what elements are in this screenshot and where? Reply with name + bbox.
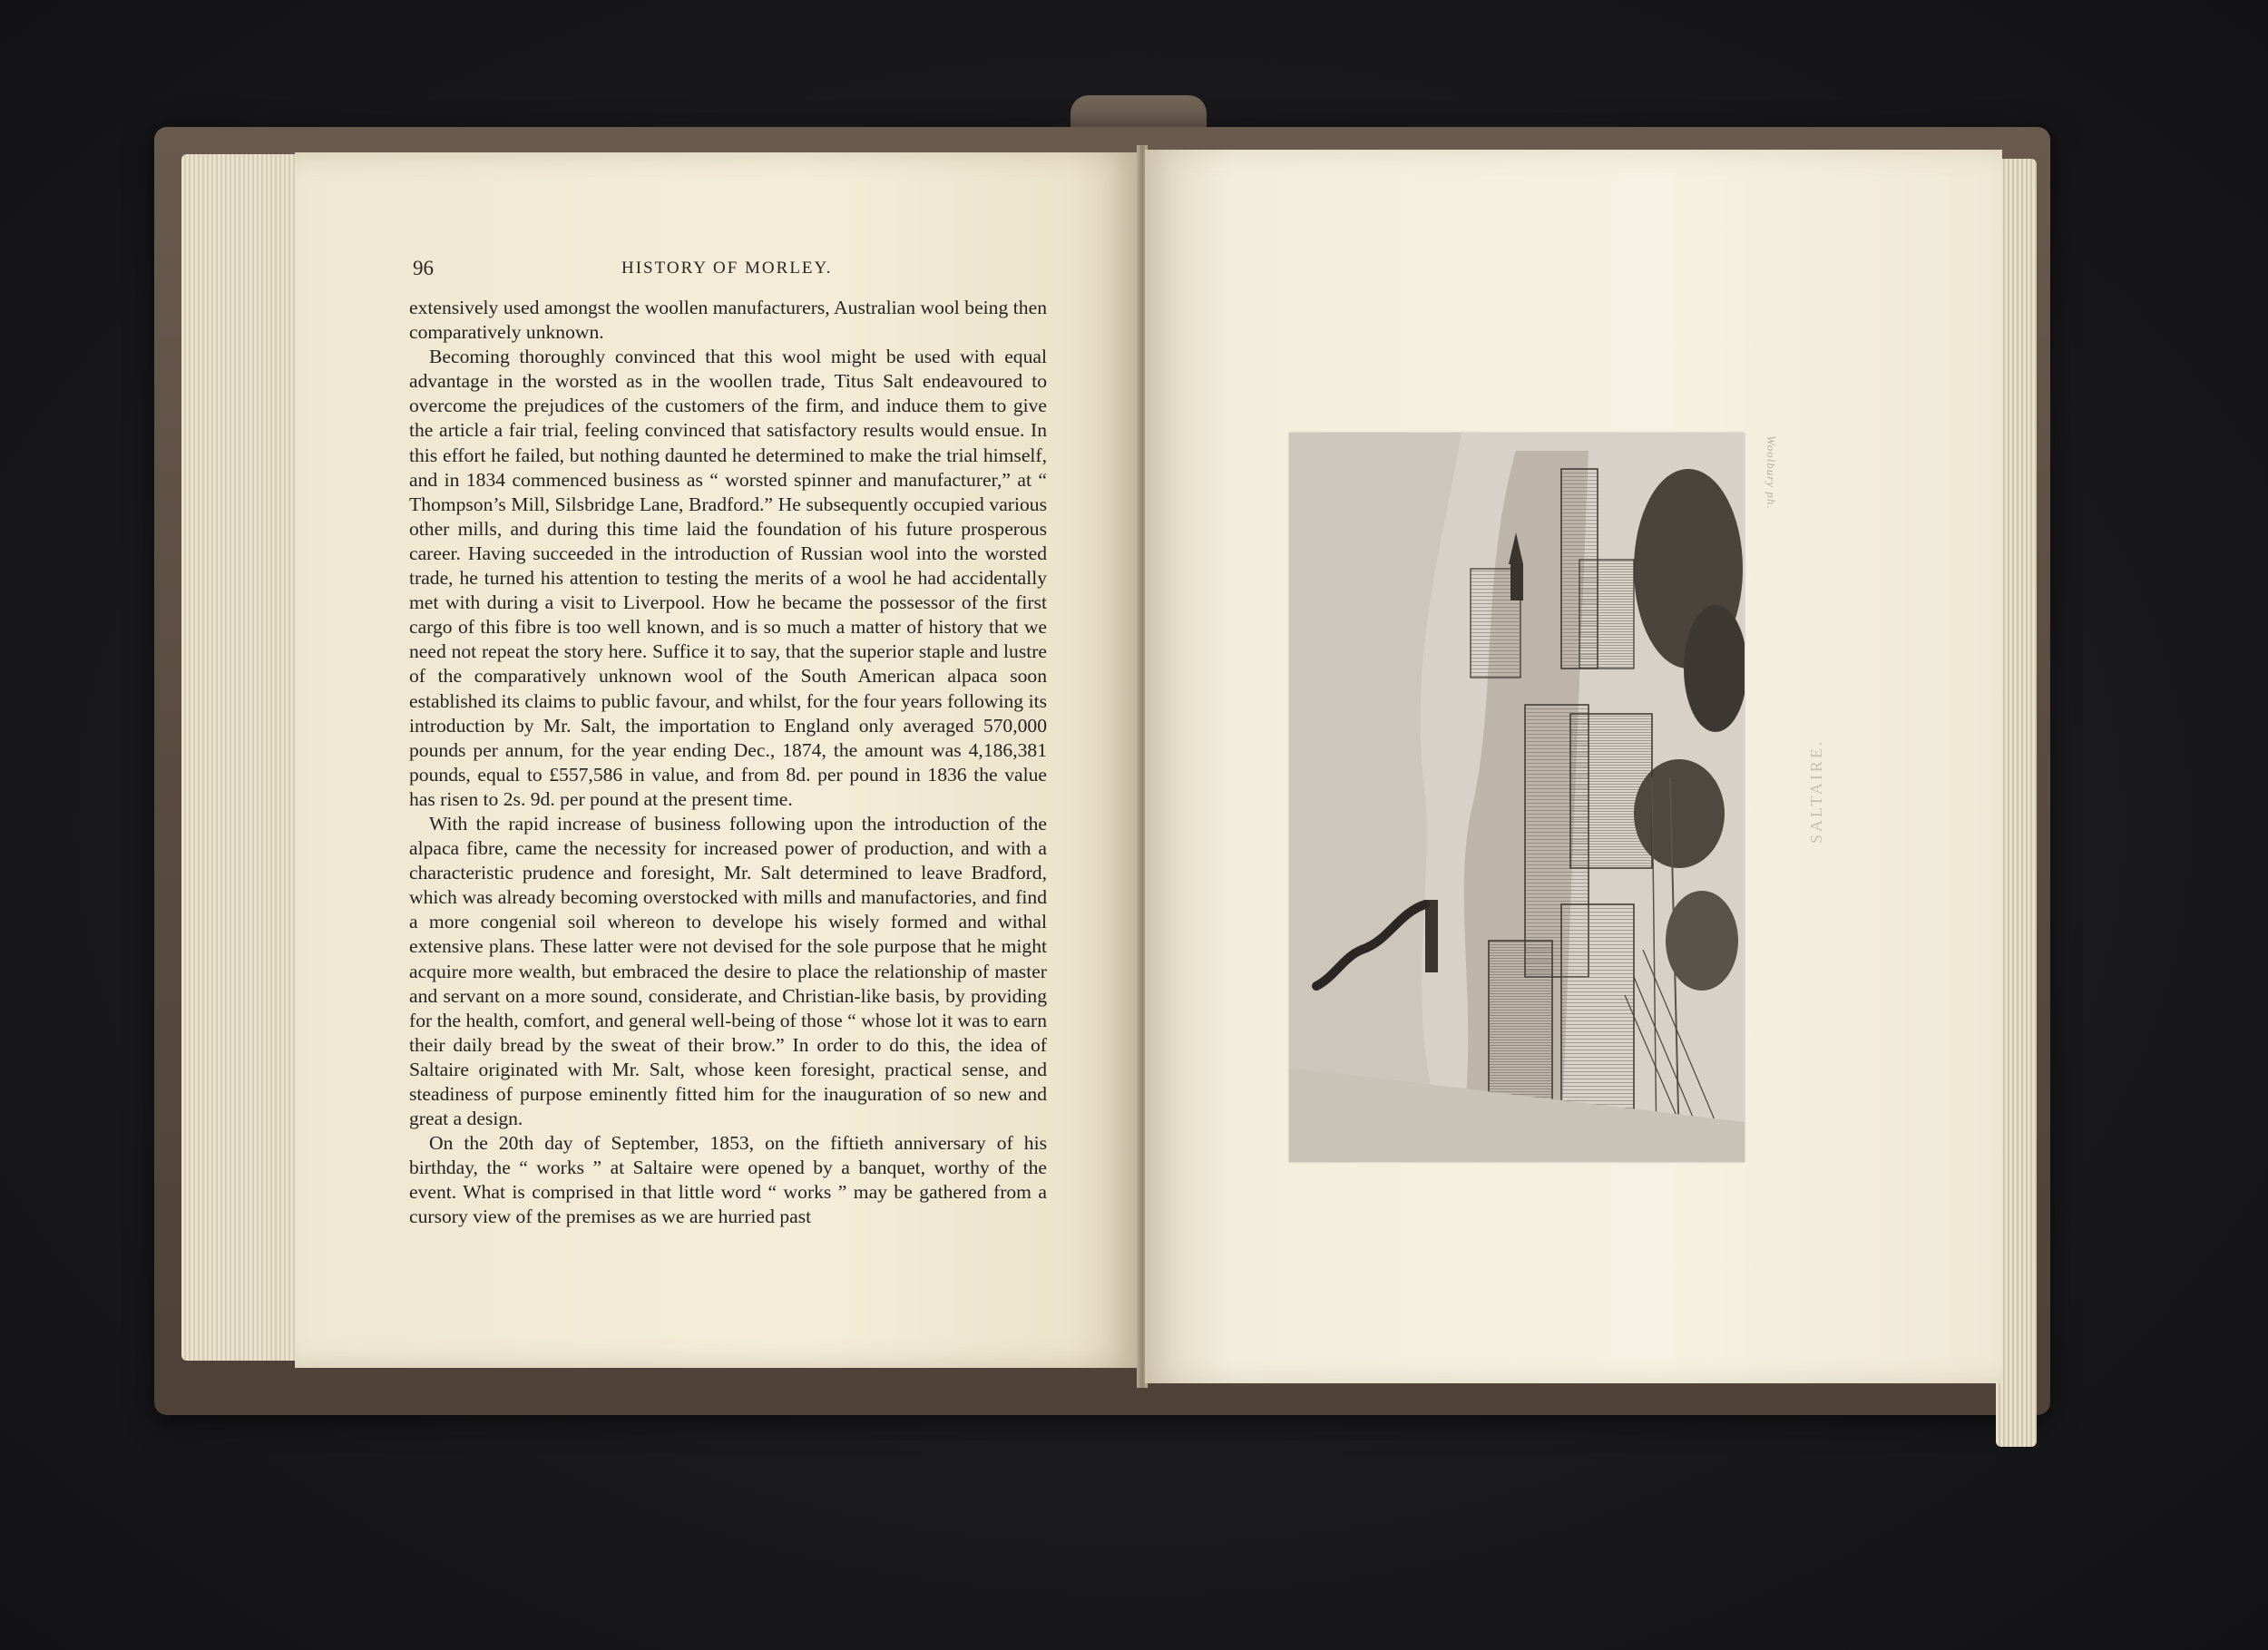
running-head	[413, 257, 1048, 284]
saltaire-engraving-illustration	[1289, 433, 1745, 1162]
running-head-title: HISTORY OF MORLEY.	[621, 259, 833, 278]
body-text	[409, 296, 1047, 1230]
paragraph: extensively used amongst the woollen manufacturers, Australian wool being then comparatively unknown.	[409, 297, 1047, 344]
page-number: 96	[413, 257, 434, 279]
paragraph: Becoming thoroughly convinced that this wool might be used with equal advantage in the worsted as in the woollen trade, Titus Salt endeavoured to overcome the prejudices of the customers of the firm, and induce them to give the article a fair trial, feeling convinced that satisfactory results would ensue. In this effort he failed, but nothing daunted he determined to make the trial himself, and in 1834 commenced business as “ worsted spinner and manufacturer,” at “ Thompson’s Mill, Silsbridge Lane, Bradford.” He subsequently occupied various other mills, and during this time laid the foundation of his future prosperous career. Having succeeded in the introduction of Russian wool into the worsted trade, he turned his attention to testing the merits of a wool he had accidentally met with during a visit to Liverpool. How he became the possessor of the first cargo of this fibre is too well known, and is so much a matter of history that we need not repeat the story here. Suffice it to say, that the superior staple and lustre of the comparatively unknown wool of the South American alpaca soon established its claims to public favour, and whilst, for the four years following its introduction by Mr. Salt, the importation to England only averaged 570,000 pounds per annum, for the year ending Dec., 1874, the amount was 4,186,381 pounds, equal to £557,586 in value, and from 8d. per pound in 1836 the value has risen to 2s. 9d. per pound at the present time.	[409, 346, 1047, 810]
saltaire-engraving-plate	[1289, 433, 1745, 1162]
paragraph: With the rapid increase of business following upon the introduction of the alpaca fibre, came the necessity for increased power of production, and with a characteristic prudence and foresight, Mr. Salt determined to leave Bradford, which was already becoming overstocked with mills and manufactories, and find a more congenial soil whereon to develope his wisely formed and withal extensive plans. These latter were not devised for the sole purpose that he might acquire more wealth, but embraced the desire to place the relationship of master and servant on a more sound, considerate, and Christian-like basis, by providing for the health, comfort, and general well-being of those “ whose lot it was to earn their daily bread by the sweat of their brow.” In order to do this, the idea of Saltaire originated with Mr. Salt, whose keen foresight, practical sense, and steadiness of purpose eminently fitted him for the inauguration of so new and great a design.	[409, 812, 1047, 1130]
plate-caption: SALTAIRE.	[1807, 738, 1825, 844]
plate-credit: Woolbury ph.	[1765, 435, 1778, 510]
page-edges-left	[181, 154, 308, 1361]
paragraph: On the 20th day of September, 1853, on the fiftieth anniversary of his birthday, the “ works ” at Saltaire were opened by a banquet, worthy of the event. What is comprised in that little word “ works ” may be gathered from a cursory view of the premises as we are hurried past	[409, 1132, 1047, 1228]
